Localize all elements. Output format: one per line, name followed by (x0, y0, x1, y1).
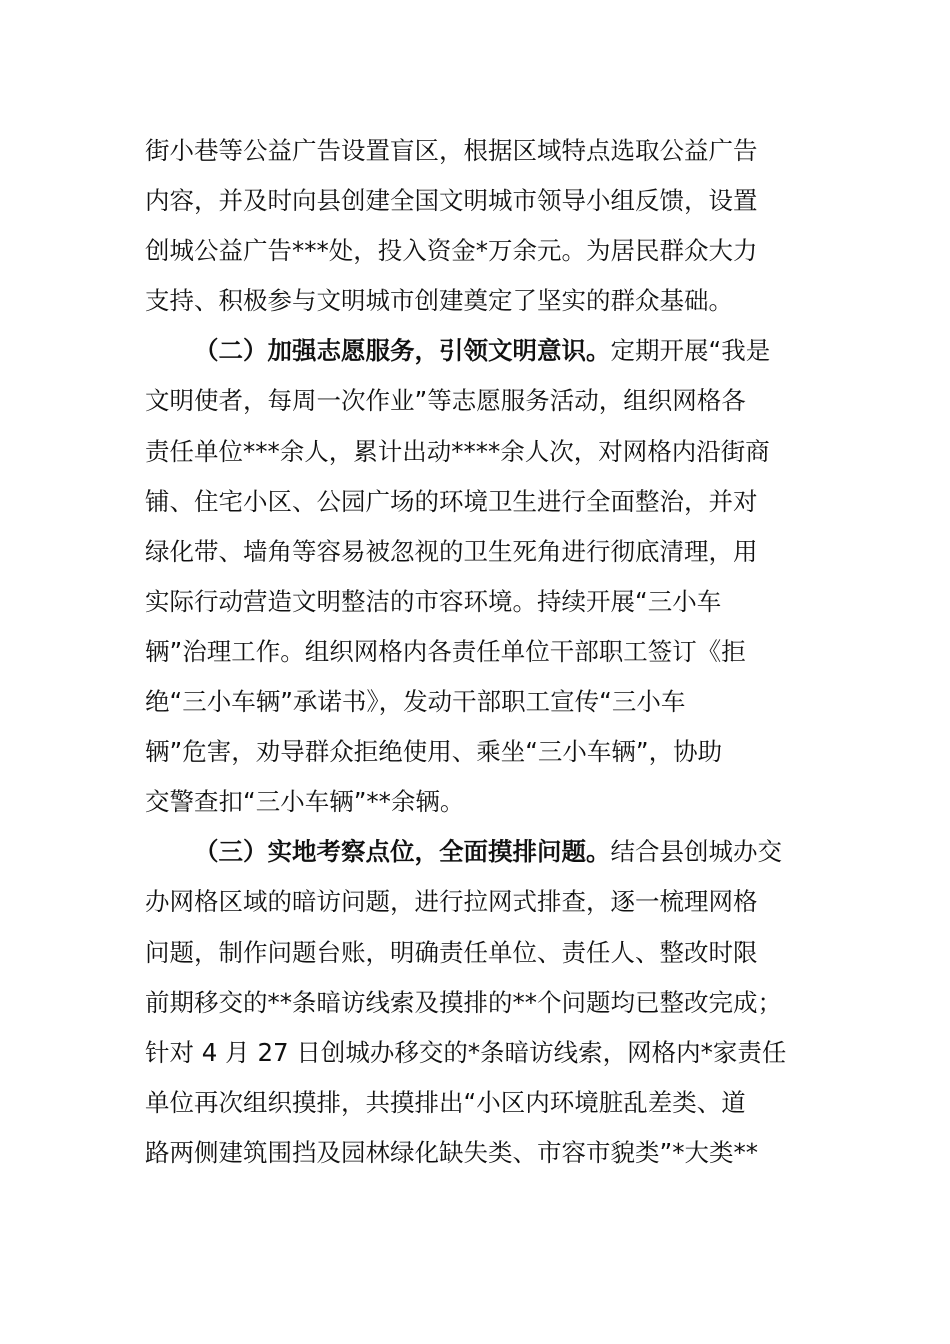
text-line: 实际行动营造文明整洁的市容环境。持续开展“三小车 (145, 586, 722, 616)
text-line: 内容，并及时向县创建全国文明城市领导小组反馈，设置 (145, 186, 758, 216)
paragraph-volunteer-service (145, 326, 805, 827)
text-line: 路两侧建筑围挡及园林绿化缺失类、市容市貌类”*大类** (145, 1137, 758, 1167)
paragraph-site-inspection (145, 827, 805, 1178)
text-line: 针对 4 月 27 日创城办移交的*条暗访线索，网格内*家责任 (145, 1037, 787, 1067)
paragraph-first-line (145, 827, 805, 877)
text-line: 辆”治理工作。组织网格内各责任单位干部职工签订《拒 (145, 636, 746, 666)
text-line: 绝“三小车辆”承诺书》，发动干部职工宣传“三小车 (145, 687, 686, 717)
paragraph-public-ads (145, 126, 805, 326)
text-line: 创城公益广告***处，投入资金*万余元。为居民群众大力 (145, 236, 758, 266)
text-line: 街小巷等公益广告设置盲区，根据区域特点选取公益广告 (145, 136, 758, 165)
text-line: 前期移交的**条暗访线索及摸排的**个问题均已整改完成； (145, 987, 782, 1017)
text-line: 交警查扣“三小车辆”**余辆。 (145, 787, 465, 817)
text-line: 铺、住宅小区、公园广场的环境卫生进行全面整治，并对 (145, 486, 758, 516)
document-body (145, 126, 805, 1178)
section-heading: （三）实地考察点位，全面摸排问题。 (194, 837, 611, 867)
text-line: 支持、积极参与文明城市创建奠定了坚实的群众基础。 (145, 286, 733, 316)
text-line: 单位再次组织摸排，共摸排出“小区内环境脏乱差类、道 (145, 1087, 746, 1117)
text-line: 辆”危害，劝导群众拒绝使用、乘坐“三小车辆”，协助 (145, 737, 723, 767)
text-run: 结合县创城办交 (610, 837, 782, 867)
paragraph-first-line (145, 326, 805, 376)
text-run: 定期开展“我是 (610, 336, 771, 366)
section-heading: （二）加强志愿服务，引领文明意识。 (194, 336, 611, 366)
text-line: 绿化带、墙角等容易被忽视的卫生死角进行彻底清理，用 (145, 536, 758, 566)
text-line: 文明使者，每周一次作业”等志愿服务活动，组织网格各 (145, 386, 746, 416)
text-line: 责任单位***余人，累计出动****余人次，对网格内沿街商 (145, 436, 770, 466)
text-line: 问题，制作问题台账，明确责任单位、责任人、整改时限 (145, 937, 758, 967)
text-line: 办网格区域的暗访问题，进行拉网式排查，逐一梳理网格 (145, 887, 758, 917)
